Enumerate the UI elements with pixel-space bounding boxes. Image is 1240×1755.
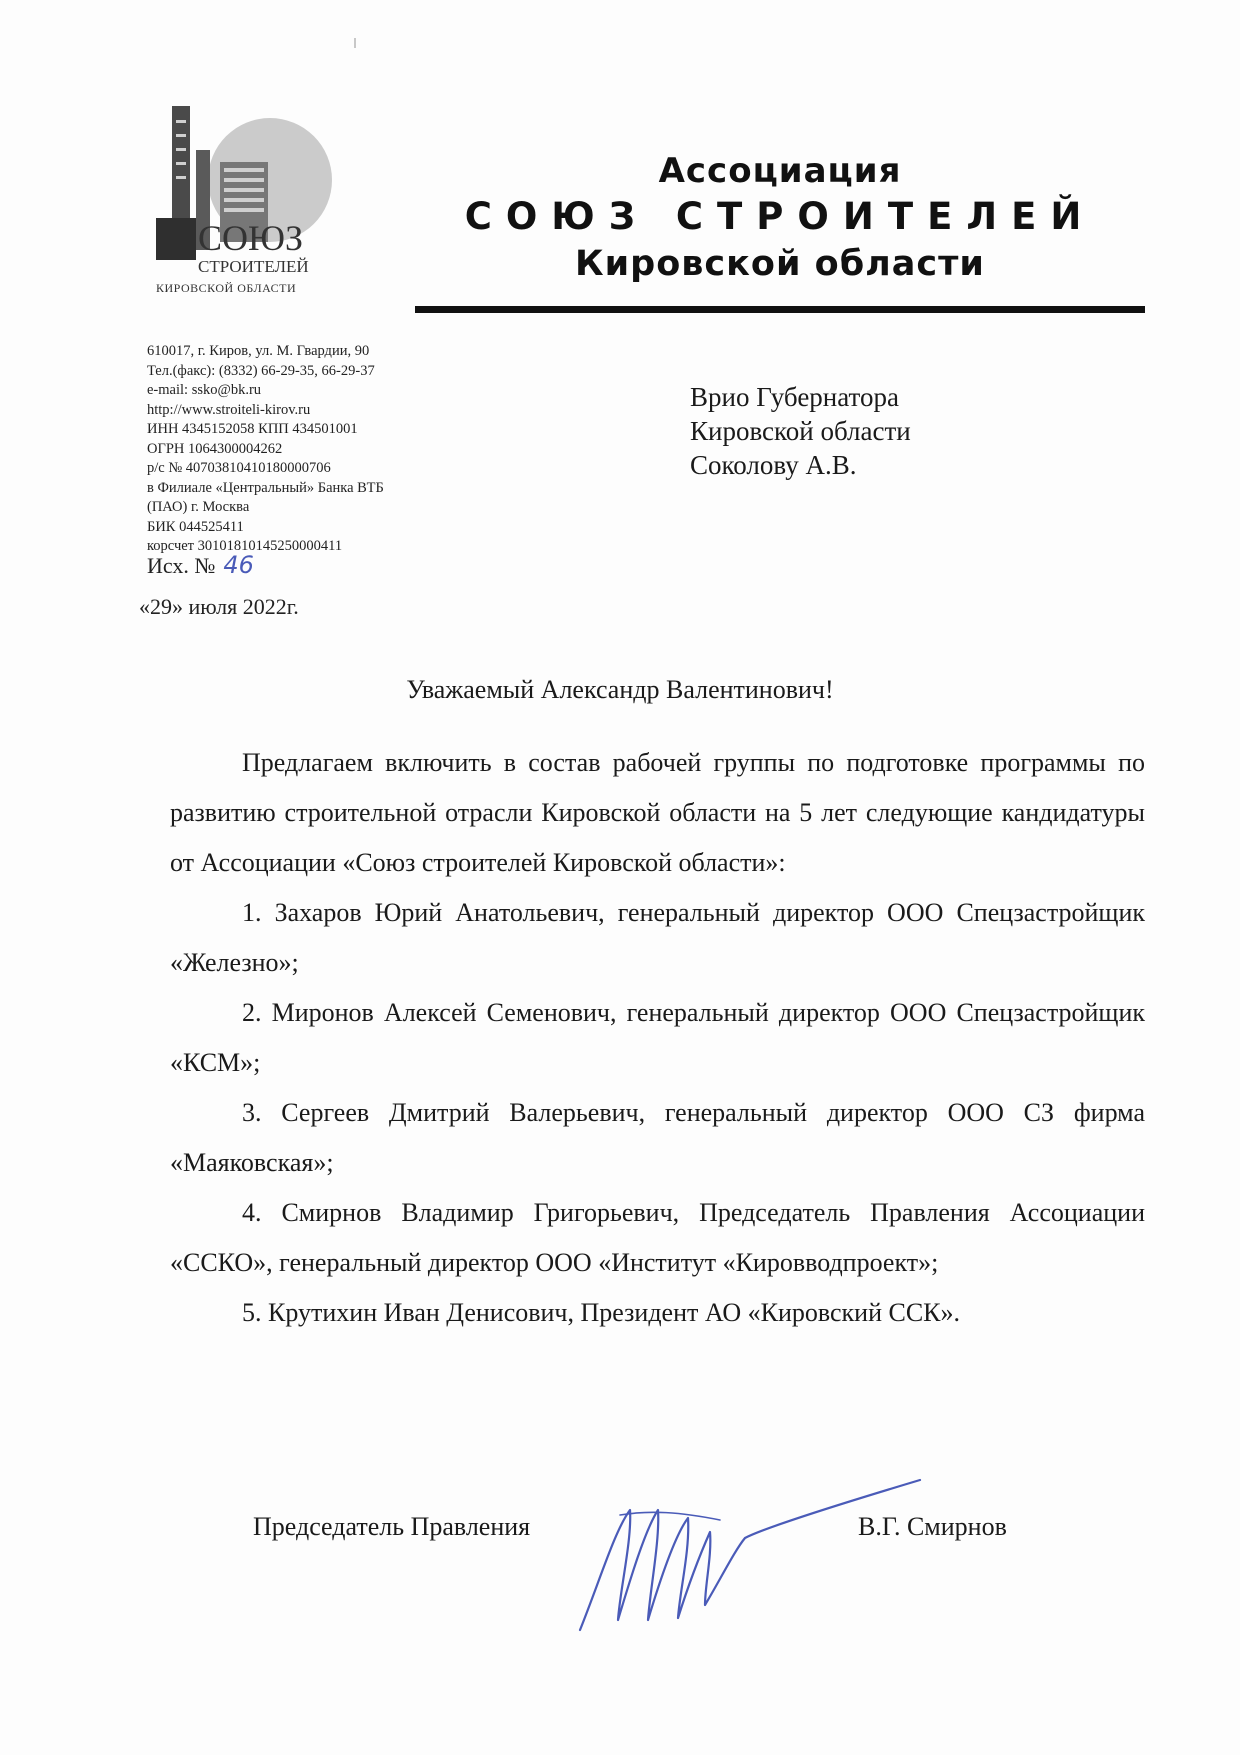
addressee-block: [690, 380, 911, 482]
requisite-line: в Филиале «Центральный» Банка ВТБ: [147, 479, 384, 496]
candidate-item: 1. Захаров Юрий Анатольевич, генеральный директор ООО Спецзастройщик «Железно»;: [170, 898, 1145, 977]
outgoing-number: [147, 551, 254, 579]
handwritten-signature: [560, 1470, 960, 1640]
requisite-line: http://www.stroiteli-kirov.ru: [147, 401, 311, 418]
requisite-line: БИК 044525411: [147, 518, 244, 535]
logo-word-sub: СТРОИТЕЛЕЙ: [198, 257, 309, 276]
handwritten-outgoing-number: 46: [223, 551, 254, 579]
letter-body: [170, 738, 1145, 1338]
requisite-line: корсчет 30101810145250000411: [147, 538, 343, 554]
requisite-line: р/с № 40703810410180000706: [147, 460, 331, 476]
logo-word-main: СОЮЗ: [198, 218, 304, 258]
title-line-association: Ассоциация: [658, 151, 902, 191]
addressee-name: Соколову А.В.: [690, 450, 857, 480]
title-line-region: Кировской области: [575, 244, 985, 284]
addressee-position: Врио Губернатора: [690, 382, 899, 412]
requisite-line: 610017, г. Киров, ул. М. Гвардии, 90: [147, 343, 370, 359]
candidate-item: 2. Миронов Алексей Семенович, генеральный директор ООО Спецзастройщик «КСМ»;: [170, 998, 1145, 1077]
logo-word-region: КИРОВСКОЙ ОБЛАСТИ: [156, 281, 297, 295]
candidate-item: 5. Крутихин Иван Денисович, Президент АО «Кировский ССК».: [242, 1298, 961, 1327]
outgoing-label: Исх. №: [147, 553, 216, 578]
greeting: Уважаемый Александр Валентинович!: [406, 675, 834, 704]
requisite-line: e-mail: ssko@bk.ru: [147, 382, 262, 398]
organization-title: [410, 150, 1150, 286]
requisite-line: ИНН 4345152058 КПП 434501001: [147, 421, 358, 437]
requisite-line: Тел.(факс): (8332) 66-29-35, 66-29-37: [147, 362, 375, 379]
candidate-item: 4. Смирнов Владимир Григорьевич, Председатель Правления Ассоциации «ССКО», генеральный директор ООО «Институт «Кировводпроект»;: [170, 1198, 1145, 1277]
requisites-block: [147, 342, 477, 557]
union-of-builders-logo: [150, 100, 350, 300]
requisite-line: (ПАО) г. Москва: [147, 499, 250, 515]
intro-paragraph: Предлагаем включить в состав рабочей группы по подготовке программы по развитию строительной отрасли Кировской области на 5 лет следующие кандидатуры от Ассоциации «Союз строителей Кировской области»:: [170, 748, 1145, 877]
signatory-role: Председатель Правления: [253, 1512, 531, 1541]
scan-speck: [354, 38, 356, 48]
logo-dark-block: [156, 218, 196, 260]
title-line-union: СОЮЗ СТРОИТЕЛЕЙ: [464, 195, 1096, 238]
signatory-name: В.Г. Смирнов: [858, 1512, 1007, 1541]
header-rule: [415, 306, 1145, 313]
letter-date: «29» июля 2022г.: [139, 594, 299, 619]
requisite-line: ОГРН 1064300004262: [147, 440, 283, 457]
addressee-region: Кировской области: [690, 416, 911, 446]
candidate-item: 3. Сергеев Дмитрий Валерьевич, генеральный директор ООО СЗ фирма «Маяковская»;: [170, 1098, 1145, 1177]
